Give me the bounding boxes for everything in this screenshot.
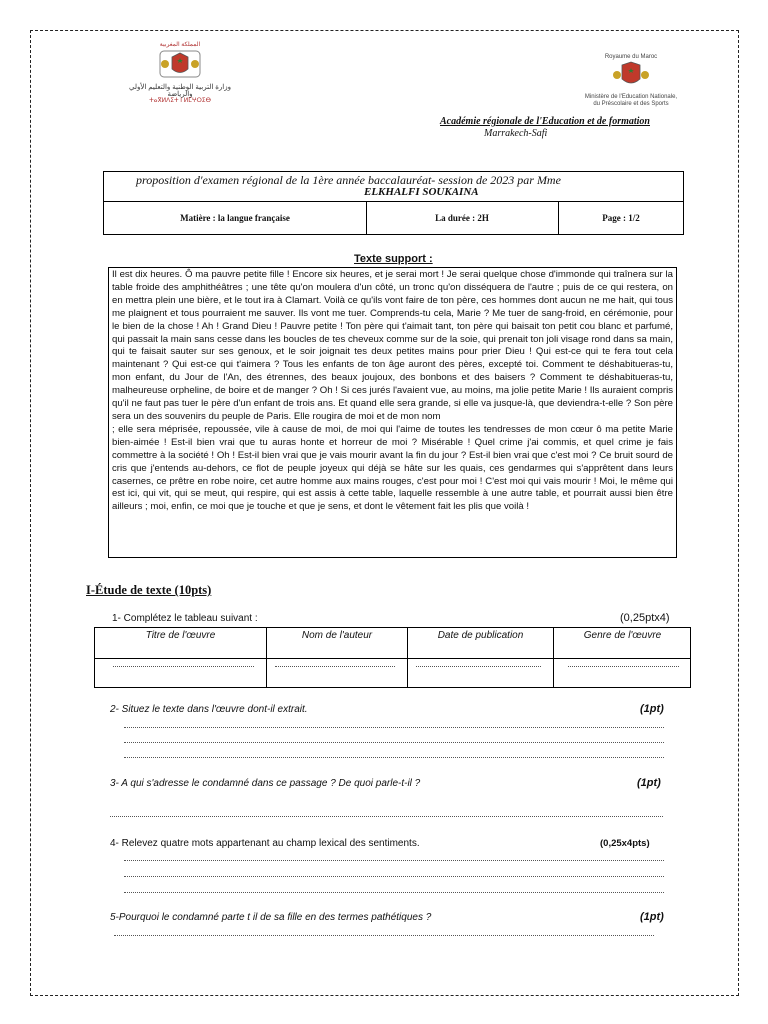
table-header-date: Date de publication: [437, 630, 524, 641]
ministry-logo-left: [125, 42, 235, 114]
support-title: Texte support :: [354, 253, 433, 265]
matiere-cell: Matière : la langue française: [180, 212, 290, 223]
exam-title: proposition d'examen régional de la 1ère année baccalauréat- session de 2023 par Mme: [136, 173, 561, 187]
answer-line[interactable]: [113, 666, 254, 667]
table-col-titre: [95, 628, 266, 688]
passage-paragraph-1: Il est dix heures. Ô ma pauvre petite fille ! Encore six heures, et je serai mort ! Je serai quelque chose d'immonde qui traînera sur la table froide des amphithéâtres ; une tête qu'on moulera d'un côté, un tronc qu'on disséquera de l'autre ; puis de ce qui restera, on en mettra plein une bière, et le tout ira à Clamart. Voilà ce qu'ils vont faire de ton père, ces hommes dont aucun ne me hait, qui tous me plaignent et tous pourraient me sauver. Ils vont me tuer. Comprends-tu cela, Marie ? Me tuer de sang-froid, en cérémonie, pour le bien de la chose ! Ah ! Grand Dieu ! Pauvre petite ! Ton père qui t'aimait tant, ton père qui baisait ton petit cou blanc et parfumé, qui passait la main sans cesse dans les boucles de tes cheveux comme sur de la soie, qui prenait ton joli visage rond dans sa main, qui te faisait sauter sur ses genoux, et le soir joignait tes deux petites mains pour prier Dieu ! Qui est-ce qui te fera tout cela maintenant ? Qui est-ce qui t'aimera ? Tous les enfants de ton âge auront des pères, excepté toi. Comment te déshabitueras-tu, mon enfant, du Jour de l'An, des étrennes, des beaux joujoux, des bonbons et des baisers ? Comment te déshabitueras-tu, malheureuse orpheline, de boire et de manger ? Oh ! Si ces jurés l'avaient vue, au moins, ma jolie petite Marie ! Ils auraient compris qu'il ne faut pas tuer le père d'un enfant de trois ans. Et quand elle sera grande, si elle va jusque-là, que deviendra-t-elle ? Son père sera un des souvenirs du peuple de Paris. Elle rougira de moi et de mon nom: [112, 269, 673, 422]
table-col-auteur: [266, 628, 407, 688]
logo-prescolaire: du Préscolaire et des Sports: [593, 101, 669, 107]
question-4: 4- Relevez quatre mots appartenant au champ lexical des sentiments.: [110, 838, 420, 849]
logo-arabic-ministry: وزارة التربية الوطنية والتعليم الأولي والرياضة: [129, 84, 231, 98]
answer-line[interactable]: [568, 666, 679, 667]
academy-line-1: Académie régionale de l'Education et de formation: [440, 116, 650, 127]
question-4-points: (0,25x4pts): [600, 838, 650, 849]
academy-name: [440, 116, 650, 140]
logo-royaume: Royaume du Maroc: [604, 54, 658, 60]
answer-line[interactable]: [124, 892, 664, 894]
answer-line[interactable]: [275, 666, 395, 667]
exam-author: ELKHALFI SOUKAINA: [364, 186, 479, 198]
table-header-titre: Titre de l'œuvre: [145, 630, 216, 641]
question-1: 1- Complétez le tableau suivant :: [112, 613, 258, 624]
duree-cell: La durée : 2H: [435, 212, 489, 223]
table-col-date: [407, 628, 553, 688]
table-col-genre: [553, 628, 691, 688]
question-5-points: (1pt): [640, 911, 664, 923]
academy-line-2: Marrakech-Safi: [484, 128, 548, 139]
passage-paragraph-2: ; elle sera méprisée, repoussée, vile à cause de moi, de moi qui l'aime de toutes les tendresses de mon cœur ô ma petite Marie bien-aimée ! Est-il bien vrai que tu auras honte et horreur de moi ? Misérable ! Quel crime j'ai commis, et quel crime je fais commettre à la société ! Oh ! Est-il bien vrai que je vais mourir avant la fin du jour ? Est-il bien vrai que c'est moi ? Ce bruit sourd de cris que j'entends au-dehors, ce flot de peuple joyeux qui déjà se hâte sur les quais, ces gendarmes qui s'apprêtent dans leurs casernes, ce prêtre en robe noire, cet autre homme aux mains rouges, c'est pour moi ! C'est moi qui vais mourir ! Moi, le même qui est ici, qui vit, qui se meut, qui respire, qui est assis à cette table, laquelle ressemble à une autre table, et pourrait aussi bien être ailleurs ; moi, enfin, ce moi que je touche et que je sens, et dont le vêtement fait les plis que voilà !: [112, 423, 673, 513]
coat-of-arms-icon: [125, 49, 235, 79]
question-3: 3- A qui s'adresse le condamné dans ce passage ? De quoi parle-t-il ?: [110, 778, 421, 789]
answer-line[interactable]: [124, 757, 664, 759]
answer-line[interactable]: [416, 666, 541, 667]
logo-ministere: Ministère de l'Education Nationale,: [584, 94, 678, 100]
question-5: 5-Pourquoi le condamné parte t il de sa fille en des termes pathétiques ?: [110, 912, 432, 923]
logo-tifinagh: ⵜⴰⴳⵍⴷⵉⵜ ⵏ ⵍⵎⵖⵔⵉⴱ: [149, 98, 211, 104]
exam-info-row: [104, 201, 683, 234]
etude-title: I-Étude de texte (10pts): [86, 583, 212, 597]
table-header-genre: Genre de l'œuvre: [583, 630, 662, 641]
completion-table: [94, 627, 691, 688]
answer-line[interactable]: [110, 816, 663, 818]
answer-line[interactable]: [114, 935, 654, 937]
question-2-points: (1pt): [640, 703, 664, 715]
coat-of-arms-icon: [575, 61, 687, 89]
support-passage: [108, 267, 677, 558]
logo-arabic-kingdom: المملكة المغربية: [159, 42, 201, 48]
answer-line[interactable]: [124, 876, 664, 878]
question-3-points: (1pt): [637, 777, 661, 789]
table-header-auteur: Nom de l'auteur: [301, 630, 373, 641]
question-2: 2- Situez le texte dans l'œuvre dont-il extrait.: [110, 704, 308, 715]
page-cell: Page : 1/2: [602, 212, 640, 223]
exam-header-box: [103, 171, 684, 235]
exam-title-row: [104, 172, 683, 202]
ministry-logo-right: [575, 54, 687, 112]
answer-line[interactable]: [124, 742, 664, 744]
answer-line[interactable]: [124, 860, 664, 862]
answer-line[interactable]: [124, 727, 664, 729]
question-1-points: (0,25ptx4): [620, 612, 670, 624]
